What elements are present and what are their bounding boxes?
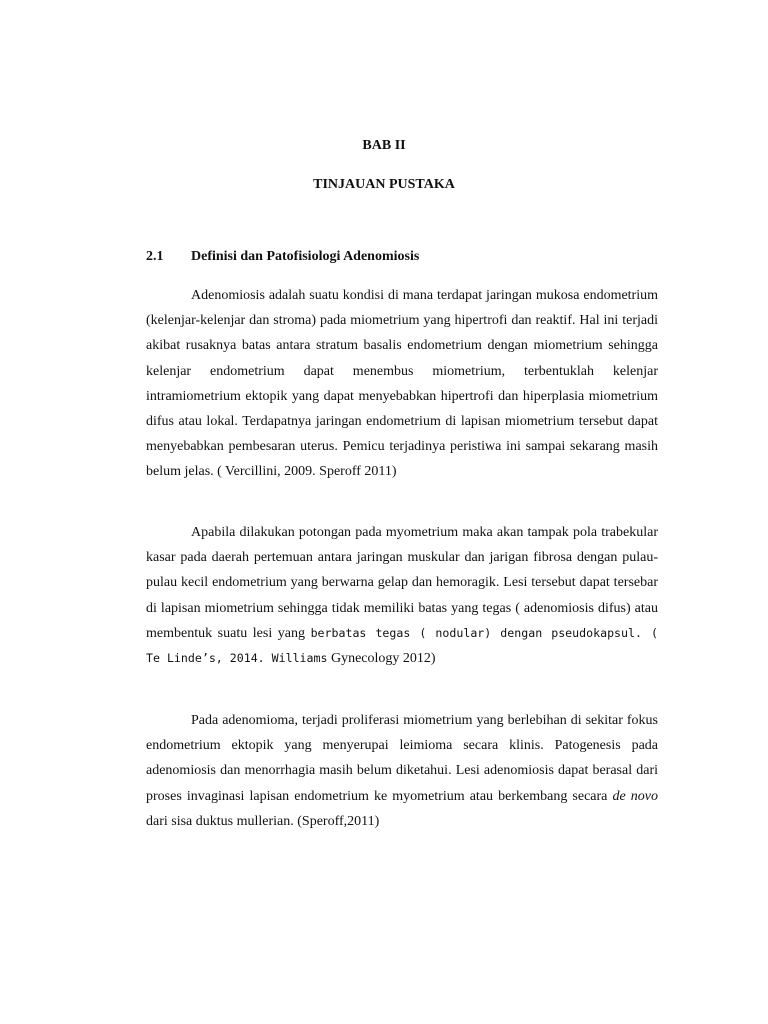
paragraph-adenomyoma xyxy=(146,708,658,834)
chapter-title: TINJAUAN PUSTAKA xyxy=(313,177,455,192)
section-number: 2.1 xyxy=(146,249,164,264)
paragraph-adenomyoma-text-end: dari sisa duktus mullerian. (Speroff,2011) xyxy=(146,813,380,829)
section-heading xyxy=(146,249,419,265)
italic-term: de novo xyxy=(612,788,658,804)
paragraph-definition: Adenomiosis adalah suatu kondisi di mana terdapat jaringan mukosa endometrium (kelenjar-kelenjar dan stroma) pada miometrium yang hipertrofi dan reaktif. Hal ini terjadi akibat rusaknya batas antara stratum basalis endometrium dengan miometrium sehingga kelenjar endometrium dapat menembus miometrium, terbentuklah kelenjar intramiometrium ektopik yang dapat menyebabkan hipertrofi dan hiperplasia miometrium difus atau lokal. Terdapatnya jaringan endometrium di lapisan miometrium tersebut dapat menyebabkan pembesaran uterus. Pemicu terjadinya peristiwa ini sampai sekarang masih belum jelas. ( Vercillini, 2009. Speroff 2011) xyxy=(146,288,658,480)
paragraph-adenomyoma-text: Pada adenomioma, terjadi proliferasi miometrium yang berlebihan di sekitar fokus endometrium ektopik yang menyerupai leimioma secara klinis. Patogenesis pada adenomiosis dan menorrhagia masih belum diketahui. Lesi adenomiosis dapat berasal dari proses invaginasi lapisan endometrium ke myometrium atau berkembang secara xyxy=(146,713,658,804)
paragraph-morphology-text: Apabila dilakukan potongan pada myometrium maka akan tampak pola trabekular kasar pada daerah pertemuan antara jaringan muskular dan jarigan fibrosa dengan pulau-pulau kecil endometrium yang berwarna gelap dan hemoragik. Lesi tersebut dapat tersebar di lapisan miometrium sehingga tidak memiliki batas yang tegas ( adenomiosis difus) atau membentuk suatu lesi yang xyxy=(146,525,658,641)
paragraph-morphology xyxy=(146,520,658,671)
section-title: Definisi dan Patofisiologi Adenomiosis xyxy=(191,249,420,264)
paragraph-morphology-citation-end: Gynecology 2012) xyxy=(327,651,436,667)
paragraph-morphology-citation-line: berbatas tegas ( nodular) dengan pseudokapsul. ( Te Linde’s, 2014. Williams xyxy=(146,625,658,666)
chapter-heading: BAB II xyxy=(362,138,406,153)
